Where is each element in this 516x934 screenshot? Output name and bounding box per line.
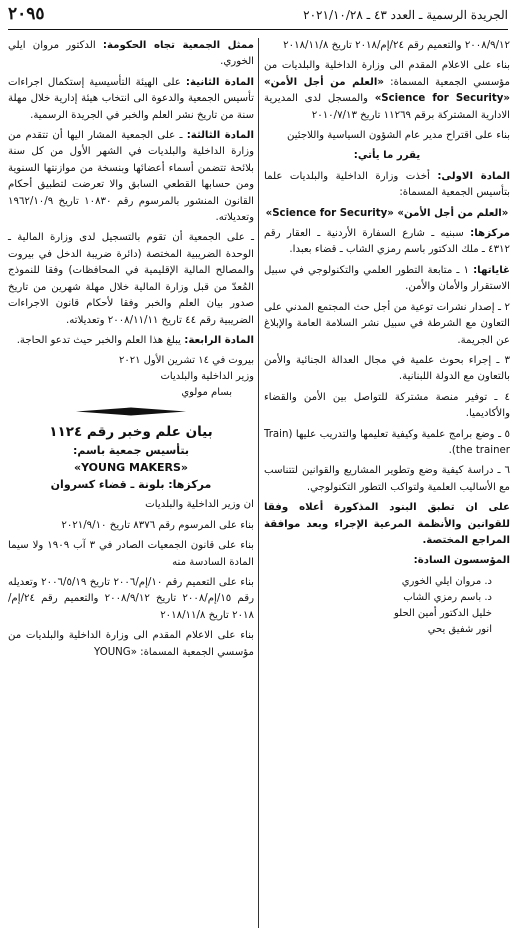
notice-headquarters: مركزها: بلونة ـ قضاء كسروان [50,478,212,492]
notice-text-b: والمسجل لدى المديرية الادارية المشتركة برقم ١١٢٦٩ تاريخ ٢٠١٠/٧/١٣ [264,93,510,121]
decides-heading: يقرر ما يأتي: [353,150,421,162]
column-divider [258,38,259,928]
article-4-label: المادة الرابعة: [184,334,254,346]
goal-6: ٦ ـ دراسة كيفية وضع وتطوير المشاريع والقوانين لتتناسب مع الأساليب العلمية ولتواكب التطور التكنولوجي. [264,465,510,493]
article-2-text: على الهيئة التأسيسية إستكمال اجراءات تأسيس الجمعية والدعوة الى انتخاب هيئة إدارية خلال مهلة سنة من تاريخ نشر العلم والخبر في الجريدة الرسمية. [8,76,254,121]
circular-paragraph: ٢٠٠٨/٩/١٢ والتعميم رقم ٢٤/إم/٢٠١٨ تاريخ ٢٠١٨/١١/٨ [283,40,510,51]
goal-1 [264,263,510,296]
goal-2: ٢ ـ إصدار نشرات توعية من أجل حث المجتمع المدني على التعاون مع الشرطة في سبيل نشر السلامة العامة والإبلاغ عن الجريمة. [264,301,510,346]
page-header [8,4,508,30]
founder-3: خليل الدكتور أمين الحلو [394,607,492,619]
founder-2: د. باسم رمزي الشاب [403,591,492,603]
headquarters-label: مركزها: [470,228,510,240]
article-2 [8,75,254,124]
goal-1-text: ١ ـ متابعة التطور العلمي والتكنولوجي في سبيل الاستقرار والأمان والأمن. [264,264,510,293]
goal-3: ٣ ـ إجراء بحوث علمية في مجال العدالة الجنائية والأمن بالتعاون مع الدولة اللبنانية. [264,354,510,383]
notice-subtitle: بتأسيس جمعية باسم: [72,444,190,458]
circular-line: بناء على التعميم رقم ١٠/إم/٢٠٠٦ تاريخ ٢٠٠٦/٥/١٩ وتعديله رقم ١٥/إم/٢٠٠٨ تاريخ ٢٠٠٨/٩/١٢ والتعميم رقم ٢٤/إم/٢٠١٨ تاريخ ٢٠١٨/١١/٨ [8,576,255,621]
article-2-label: المادة الثانية: [185,76,254,88]
signature-title: وزير الداخلية والبلديات [160,371,254,383]
notice-association-name: «YOUNG MAKERS» [73,461,189,475]
left-column [8,38,254,665]
representative-text: الدكتور مروان ايلي الخوري. [8,40,254,68]
goal-4: ٤ ـ توفير منصة مشتركة للتواصل بين الأمن والقضاء والأكاديميا. [264,391,510,420]
notice-paragraph [264,58,510,124]
goal-5: ٥ ـ وضع برامج علمية وكيفية تعليمها والتدريب عليها (Train the trainer). [264,428,510,456]
article-4-text: يبلغ هذا العلم والخبر حيث تدعو الحاجة. [16,334,185,346]
government-representative [8,38,254,71]
article-3 [8,128,254,226]
founder-4: انور شفيق يحي [427,623,492,635]
article-1-text: أخذت وزارة الداخلية والبلديات علما بتأسيس الجمعية المسماة: [264,170,510,199]
closing-paragraph: على ان تطبق البنود المذكورة أعلاه وفقا للقوانين والأنظمة المرعية الإجراء وبعد موافقة المراجع المختصة. [264,502,510,546]
right-column [264,38,510,638]
article-3-label: المادة الثالثة: [186,130,254,142]
goals-label: غاياتها: [473,264,510,276]
article-3-text: ـ على الجمعية المشار اليها أن تتقدم من وزارة الداخلية والبلديات في الشهر الأول من كل سنة بلائحة تتضمن أسماء أعضائها وبنسخة من موازنتها السنوية ومن حسابها القطعي السابق والا تعرضت لتطبيق أحكام القانون المنشور بالمرسوم رقم ١٠٨٣٠ تاريخ ١٩٦٢/١٠/٩ وتعديلاته. [8,130,255,224]
headquarters [264,226,510,259]
founder-1: د. مروان ايلي الخوري [401,575,492,587]
signature-date: بيروت في ١٤ تشرين الأول ٢٠٢١ [118,355,254,367]
headquarters-text: سبنيه ـ شارع السفارة الأردنية ـ العقار رقم ٤٣١٢ ـ ملك الدكتور باسم رمزي الشاب ـ قضاء بعبدا. [264,228,510,256]
section-separator [76,407,186,416]
decree-line: بناء على المرسوم رقم ٨٣٧٦ تاريخ ٢٠٢١/٩/١٠ [61,519,254,531]
notice-text-a: بناء على الاعلام المقدم الى وزارة الداخلية والبلديات من مؤسسي الجمعية المسماة: [264,60,510,88]
header-rule [8,29,508,30]
founders-label: المؤسسون السادة: [413,555,510,567]
notice-assoc-name: «العلم من أجل الأمن» «Science for Security» [264,76,510,105]
signature-name: بسام مولوي [181,387,232,399]
proposal-paragraph: بناء على اقتراح مدير عام الشؤون السياسية واللاجئين [286,130,510,142]
notification-line: بناء على الاعلام المقدم الى وزارة الداخلية والبلديات من مؤسسي الجمعية المسماة: «YOUNG [8,630,254,658]
minister-line: ان وزير الداخلية والبلديات [145,499,254,511]
article-4 [8,333,254,349]
association-name: «العلم من أجل الأمن» «Science for Security» [265,207,509,219]
article-3-tax: ـ على الجمعية أن تقوم بالتسجيل لدى وزارة المالية ـ الوحدة الضريبية المختصة (دائرة ضريبة الدخل في بيروت والمصالح المالية الإقليمية في المحافظات) وفقا للنموذج المُعدّ من قبل وزارة المالية خلال مهلة شهرين من تاريخ صدور بيان العلم والخبر وفقا لأحكام قانون الاجراءات الضريبية رقم ٤٤ تاريخ ٢٠٠٨/١١/١١ وتعديلاته. [8,232,254,326]
gazette-title: الجريدة الرسمية ـ العدد ٤٣ ـ ٢٠٢١/١٠/٢٨ [303,8,508,22]
representative-label: ممثل الجمعية تجاه الحكومة: [102,40,254,51]
article-1-label: المادة الاولى: [437,170,510,182]
notice-title: بيان علم وخبر رقم ١١٢٤ [49,424,213,441]
page-number: ٢٠٩٥ [8,4,45,24]
article-1 [264,169,510,202]
law-line: بناء على قانون الجمعيات الصادر في ٣ آب ١٩٠٩ ولا سيما المادة السادسة منه [8,540,255,568]
